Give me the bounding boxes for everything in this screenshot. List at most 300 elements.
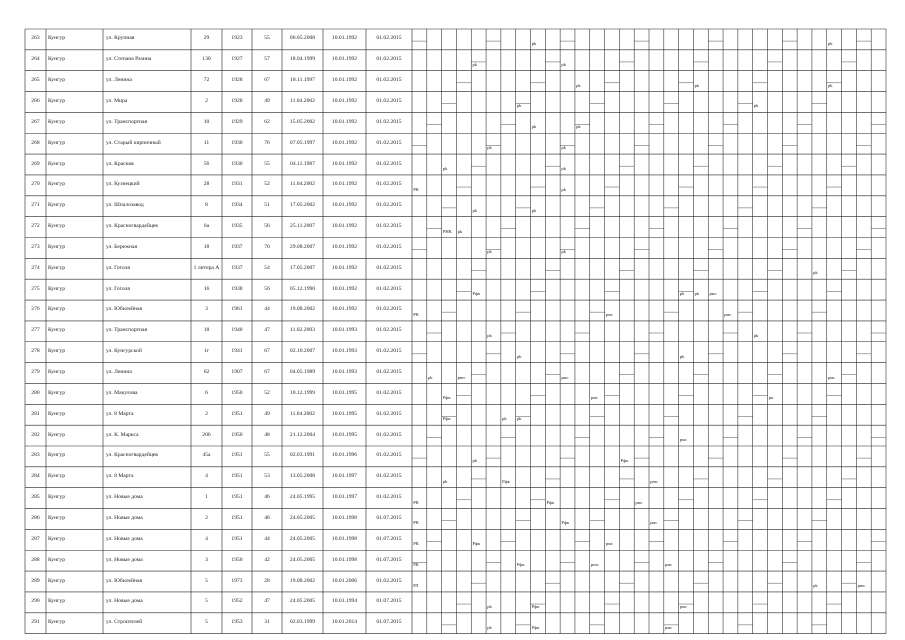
date-cell: 04.11.1987 (290, 160, 315, 167)
date-cell: 04.05.1989 (289, 369, 316, 376)
grid-mark: рмс (590, 395, 599, 401)
street-cell: ул. Гоголя (106, 264, 130, 271)
row-number: 284 (31, 473, 40, 480)
date-cell: 11.04.2002 (290, 97, 315, 104)
date-cell: 10.01.1992 (331, 160, 358, 167)
grid-mark: pk (753, 332, 759, 338)
grid-mark: Рфк (620, 457, 629, 463)
wear-percent-cell: 42 (264, 556, 270, 563)
row-number: 281 (31, 410, 40, 417)
house-cell: 5 (205, 619, 208, 626)
date-cell: 02.10.2007 (289, 348, 316, 355)
city-cell: Кунгур (48, 389, 65, 396)
house-cell: 18 (203, 327, 210, 334)
city-cell: Кунгур (48, 243, 65, 250)
year-cell: 1951 (231, 410, 243, 417)
house-cell: 2 (205, 410, 208, 417)
grid-mark: рмс (679, 437, 687, 443)
grid-mark: pk (487, 603, 492, 609)
wear-percent-cell: 54 (264, 264, 270, 271)
row-number: 271 (31, 202, 40, 209)
grid-mark: Рфк (561, 520, 570, 526)
year-cell: 1938 (231, 285, 243, 292)
house-cell: 10 (203, 118, 210, 125)
date-cell: 10.01.1998 (331, 514, 358, 521)
street-cell: ул. Новые дома (106, 514, 143, 521)
grid-mark: РК (413, 541, 419, 547)
wear-percent-cell: 55 (264, 452, 270, 459)
grid-mark: РК (413, 311, 419, 317)
wear-percent-cell: 48 (264, 431, 270, 438)
house-cell: 8 (205, 202, 208, 209)
grid-mark: pk (561, 186, 566, 192)
city-cell: Кунгур (48, 431, 65, 438)
row-number: 270 (31, 181, 40, 188)
row-number: 285 (31, 494, 40, 501)
row-number: 275 (31, 285, 40, 292)
house-cell: 18 (203, 243, 210, 250)
date-cell: 01.02.2015 (376, 35, 402, 42)
street-cell: ул. Мира (106, 97, 128, 104)
date-cell: 19.08.2002 (289, 306, 316, 313)
grid-mark: pk (531, 124, 537, 130)
wear-percent-cell: 53 (264, 473, 270, 480)
grid-mark: pk (428, 374, 433, 380)
year-cell: 1930 (231, 139, 243, 146)
row-number: 278 (31, 348, 40, 355)
house-cell: 28 (203, 181, 210, 188)
row-number: 286 (31, 514, 40, 521)
grid-mark: pk (827, 40, 833, 46)
grid-mark: Рфк (531, 603, 540, 609)
grid-mark: рмс (650, 520, 658, 526)
date-cell: 01.07.2015 (376, 556, 402, 563)
street-cell: ул. Новые дома (106, 556, 143, 563)
city-cell: Кунгур (48, 97, 65, 104)
grid-mark: рмс (827, 374, 836, 380)
street-cell: ул. Степана Разина (106, 56, 152, 63)
grid-mark: Рфк (472, 291, 481, 297)
grid-mark: рмс (665, 624, 673, 630)
wear-percent-cell: 62 (264, 118, 270, 125)
date-cell: 01.02.2015 (376, 181, 402, 188)
grid-mark: pk (472, 457, 478, 463)
date-cell: 01.02.2015 (376, 139, 402, 146)
grid-mark: pmc (650, 478, 659, 484)
wear-percent-cell: 47 (264, 598, 270, 605)
date-cell: 01.02.2015 (376, 160, 402, 167)
grid-mark: Рфк (502, 478, 510, 484)
year-cell: 1928 (231, 97, 243, 104)
row-number: 268 (31, 139, 40, 146)
date-cell: 10.01.1992 (331, 306, 358, 313)
wear-percent-cell: 55 (264, 160, 270, 167)
city-cell: Кунгур (48, 473, 65, 480)
grid-mark: pk (457, 228, 463, 234)
date-cell: 07.05.1997 (289, 139, 316, 146)
grid-mark: РК (413, 499, 419, 505)
date-cell: 10.01.1998 (331, 535, 358, 542)
date-cell: 10.01.1995 (331, 431, 358, 438)
city-cell: Кунгур (48, 514, 65, 521)
date-cell: 24.05.2005 (289, 514, 316, 521)
street-cell: ул. Шпалозавод (106, 202, 144, 209)
date-cell: 01.02.2015 (376, 285, 402, 292)
date-cell: 15.05.2002 (289, 118, 316, 125)
date-cell: 10.01.1992 (331, 181, 358, 188)
wear-percent-cell: 56 (264, 285, 270, 292)
house-cell: 3 (205, 556, 208, 563)
date-cell: 02.03.1999 (289, 619, 316, 626)
date-cell: 10.01.1992 (331, 285, 358, 292)
date-cell: 10.01.1993 (331, 369, 358, 376)
grid-mark: рмс (561, 374, 569, 380)
row-number: 280 (31, 389, 40, 396)
date-cell: 01.02.2015 (376, 369, 402, 376)
city-cell: Кунгур (48, 410, 65, 417)
city-cell: Кунгур (48, 619, 65, 626)
row-number: 265 (31, 77, 40, 84)
row-number: 282 (31, 431, 40, 438)
street-cell: ул. Новые дома (106, 598, 143, 605)
row-number: 287 (31, 535, 40, 542)
grid-mark: pk (487, 249, 492, 255)
grid-mark: pk (487, 332, 492, 338)
date-cell: 11.04.2002 (290, 181, 315, 188)
house-cell: 11 (203, 139, 210, 146)
date-cell: 10.12.1999 (289, 389, 316, 396)
street-cell: ул. Бережная (106, 243, 138, 250)
year-cell: 1927 (231, 56, 243, 63)
row-number: 288 (31, 556, 40, 563)
date-cell: 10.01.1992 (331, 139, 358, 146)
house-cell: 16 (203, 285, 210, 292)
grid-mark: РК (413, 562, 419, 568)
date-cell: 24.05.1995 (289, 494, 316, 501)
grid-mark: pk (531, 207, 537, 213)
house-cell: 5 (205, 577, 208, 584)
house-cell: 2 (205, 514, 208, 521)
grid-mark: рмс (665, 562, 673, 568)
date-cell: 01.02.2015 (376, 327, 402, 334)
city-cell: Кунгур (48, 369, 65, 376)
grid-mark: pk (813, 270, 818, 276)
grid-mark: pk (487, 624, 492, 630)
year-cell: 1935 (231, 223, 243, 230)
city-cell: Кунгур (48, 535, 65, 542)
date-cell: 10.01.1993 (331, 348, 358, 355)
wear-percent-cell: 31 (264, 619, 270, 626)
date-cell: 10.01.1998 (331, 556, 358, 563)
grid-mark: рмс (724, 311, 732, 317)
city-cell: Кунгур (48, 327, 65, 334)
street-cell: ул. Новые дома (106, 535, 143, 542)
house-cell: 56 (203, 160, 210, 167)
house-cell: 1 (205, 494, 208, 501)
wear-percent-cell: 56 (264, 223, 270, 230)
date-cell: 18.04.1999 (289, 56, 316, 63)
grid-mark: pk (827, 82, 833, 88)
grid-mark: Рфк (472, 541, 481, 547)
row-number: 263 (31, 35, 40, 42)
wear-percent-cell: 76 (264, 139, 270, 146)
house-cell: 4 (205, 535, 208, 542)
street-cell: ул. Ленина (106, 77, 132, 84)
street-cell: ул. Транспортная (106, 118, 148, 125)
grid-mark: рмс (635, 499, 643, 505)
grid-mark: рк (768, 395, 774, 401)
city-cell: Кунгур (48, 35, 65, 42)
date-cell: 10.01.1995 (331, 389, 358, 396)
wear-percent-cell: 49 (264, 410, 270, 417)
year-cell: 1928 (231, 77, 243, 84)
date-cell: 10.01.1992 (331, 35, 358, 42)
wear-percent-cell: 70 (264, 243, 270, 250)
row-number: 264 (31, 56, 40, 63)
date-cell: 01.07.2015 (376, 619, 402, 626)
date-cell: 01.02.2015 (376, 97, 402, 104)
street-cell: ул. Транспортная (106, 327, 148, 334)
date-cell: 10.01.1997 (331, 473, 358, 480)
city-cell: Кунгур (48, 202, 65, 209)
grid-mark: pk (679, 353, 685, 359)
wear-percent-cell: 44 (264, 306, 270, 313)
grid-mark: Рфк (442, 416, 451, 422)
grid-mark: pk (679, 291, 685, 297)
date-cell: 01.07.2015 (376, 535, 402, 542)
year-cell: 1950 (231, 431, 243, 438)
grid-mark: pk (694, 291, 700, 297)
grid-mark: pk (576, 82, 581, 88)
grid-mark: рмс (605, 541, 613, 547)
date-cell: 01.02.2015 (376, 118, 402, 125)
grid-mark: pk (472, 61, 478, 67)
date-cell: 10.01.2014 (331, 619, 358, 626)
street-cell: ул. Макулова (106, 389, 138, 396)
row-number: 276 (31, 306, 40, 313)
date-cell: 01.02.2015 (376, 243, 402, 250)
year-cell: 1937 (231, 243, 243, 250)
wear-percent-cell: 46 (264, 494, 270, 501)
city-cell: Кунгур (48, 285, 65, 292)
grid-mark: pk (576, 124, 581, 130)
grid-mark: Рфк (531, 624, 540, 630)
city-cell: Кунгур (48, 556, 65, 563)
house-cell: 29 (203, 35, 210, 42)
street-cell: ул. Старый кирпичный (106, 139, 161, 146)
grid-mark: рмс (709, 291, 717, 297)
date-cell: 13.05.2008 (289, 473, 316, 480)
grid-mark: Рфк (546, 499, 555, 505)
date-cell: 01.02.2015 (376, 389, 402, 396)
date-cell: 01.02.2015 (376, 577, 402, 584)
row-number: 290 (31, 598, 40, 605)
date-cell: 01.02.2015 (376, 77, 402, 84)
date-cell: 01.02.2015 (376, 56, 402, 63)
date-cell: 10.01.1992 (331, 118, 358, 125)
city-cell: Кунгур (48, 223, 65, 230)
year-cell: 1941 (231, 348, 243, 355)
date-cell: 01.02.2015 (376, 264, 402, 271)
date-cell: 10.01.1992 (331, 97, 358, 104)
grid-mark: pk (561, 166, 566, 172)
city-cell: Кунгур (48, 452, 65, 459)
date-cell: 29.08.2007 (289, 243, 316, 250)
house-cell: 6а (203, 223, 210, 230)
date-cell: 01.07.2015 (376, 598, 402, 605)
house-cell: 1 литера А (193, 264, 220, 271)
row-number: 283 (31, 452, 40, 459)
house-cell: 6 (205, 389, 208, 396)
street-cell: ул. Юбилейная (106, 306, 143, 313)
date-cell: 10.01.1992 (331, 264, 358, 271)
house-cell: 130 (202, 56, 211, 63)
year-cell: 1940 (231, 327, 243, 334)
date-cell: 01.07.2015 (376, 514, 402, 521)
house-cell: 206 (202, 431, 211, 438)
date-cell: 01.02.2015 (376, 223, 402, 230)
grid-mark: pk (487, 145, 492, 151)
date-cell: 10.01.2006 (331, 577, 358, 584)
year-cell: 1953 (231, 619, 243, 626)
city-cell: Кунгур (48, 56, 65, 63)
street-cell: ул. К. Маркса (106, 431, 139, 438)
city-cell: Кунгур (48, 306, 65, 313)
date-cell: 10.01.1992 (331, 202, 358, 209)
date-cell: 02.03.1991 (289, 452, 316, 459)
street-cell: ул. 8 Марта (106, 473, 134, 480)
wear-percent-cell: 44 (264, 535, 270, 542)
grid-mark: pmc (590, 562, 599, 568)
date-cell: 01.02.2015 (376, 202, 402, 209)
row-number: 273 (31, 243, 40, 250)
row-number: 289 (31, 577, 40, 584)
row-number: 274 (31, 264, 40, 271)
date-cell: 24.05.2005 (289, 556, 316, 563)
street-cell: ул. Кунгурской (106, 348, 142, 355)
wear-percent-cell: 47 (264, 327, 270, 334)
grid-mark: РК (413, 520, 419, 526)
grid-mark: pk (442, 478, 448, 484)
row-number: 272 (31, 223, 40, 230)
wear-percent-cell: 67 (264, 77, 270, 84)
wear-percent-cell: 55 (264, 35, 270, 42)
city-cell: Кунгур (48, 577, 65, 584)
date-cell: 10.01.1996 (331, 452, 358, 459)
row-number: 269 (31, 160, 40, 167)
house-cell: 4 (205, 473, 208, 480)
date-cell: 05.12.1990 (289, 285, 316, 292)
row-number: 267 (31, 118, 40, 125)
date-cell: 17.05.2002 (289, 202, 316, 209)
wear-percent-cell: 51 (264, 202, 270, 209)
grid-mark: pmc (457, 374, 466, 380)
street-cell: ул. Юбилейная (106, 577, 143, 584)
grid-mark: pk (561, 145, 566, 151)
grid-mark: pk (516, 416, 522, 422)
year-cell: 1930 (231, 160, 243, 167)
year-cell: 1923 (231, 35, 243, 42)
house-cell: 2 (205, 97, 208, 104)
year-cell: 1929 (231, 118, 243, 125)
city-cell: Кунгур (48, 348, 65, 355)
year-cell: 1951 (231, 452, 243, 459)
grid-mark: Рфк (516, 562, 525, 568)
year-cell: 1937 (231, 264, 243, 271)
date-cell: 25.11.2007 (290, 223, 315, 230)
year-cell: 1934 (231, 202, 243, 209)
date-cell: 10.01.1995 (331, 410, 358, 417)
house-cell: 72 (203, 77, 210, 84)
date-cell: 01.02.2015 (376, 410, 402, 417)
house-cell: 3 (205, 306, 208, 313)
date-cell: 10.01.1992 (331, 223, 358, 230)
grid-mark: pk (516, 103, 522, 109)
date-cell: 17.05.2007 (289, 264, 316, 271)
date-cell: 11.02.2003 (290, 327, 315, 334)
wear-percent-cell: 49 (264, 97, 270, 104)
date-cell: 06.05.2008 (289, 35, 316, 42)
date-cell: 19.08.2002 (289, 577, 316, 584)
date-cell: 21.12.2004 (289, 431, 316, 438)
wear-percent-cell: 52 (264, 181, 270, 188)
city-cell: Кунгур (48, 494, 65, 501)
street-cell: ул. Новые дома (106, 494, 143, 501)
grid-mark: pk (502, 416, 507, 422)
year-cell: 1951 (231, 494, 243, 501)
city-cell: Кунгур (48, 181, 65, 188)
year-cell: 1973 (231, 577, 243, 584)
city-cell: Кунгур (48, 264, 65, 271)
date-cell: 10.01.1997 (331, 494, 358, 501)
street-cell: ул. Крупная (106, 35, 135, 42)
street-cell: ул. Кузнецкий (106, 181, 140, 188)
street-cell: ул. Ленина (106, 369, 132, 376)
grid-mark: pk (442, 166, 448, 172)
date-cell: 24.05.2005 (289, 535, 316, 542)
wear-percent-cell: 67 (264, 369, 270, 376)
date-cell: 10.01.1992 (331, 77, 358, 84)
grid-mark: pk (694, 82, 700, 88)
grid-mark: РЛ (413, 583, 419, 589)
house-cell: 5 (205, 598, 208, 605)
date-cell: 10.01.1993 (331, 327, 358, 334)
city-cell: Кунгур (48, 77, 65, 84)
grid-mark: PHK (442, 228, 453, 234)
year-cell: 1907 (231, 369, 243, 376)
grid-mark: pk (813, 583, 818, 589)
house-cell: 45а (202, 452, 211, 459)
city-cell: Кунгур (48, 160, 65, 167)
date-cell: 24.05.2005 (289, 598, 316, 605)
date-cell: 01.02.2015 (376, 452, 402, 459)
grid-mark: pmc (857, 583, 866, 589)
row-number: 266 (31, 97, 40, 104)
grid-mark: pk (753, 103, 759, 109)
city-cell: Кунгур (48, 598, 65, 605)
street-cell: ул. Строителей (106, 619, 143, 626)
date-cell: 01.02.2015 (376, 494, 402, 501)
year-cell: 1951 (231, 535, 243, 542)
wear-percent-cell: 28 (264, 577, 270, 584)
year-cell: 1950 (231, 389, 243, 396)
row-number: 277 (31, 327, 40, 334)
grid-mark: рмс (679, 603, 687, 609)
year-cell: 1951 (231, 473, 243, 480)
grid-mark: pk (531, 40, 537, 46)
year-cell: 1931 (231, 181, 243, 188)
grid-mark: PK (413, 186, 420, 192)
